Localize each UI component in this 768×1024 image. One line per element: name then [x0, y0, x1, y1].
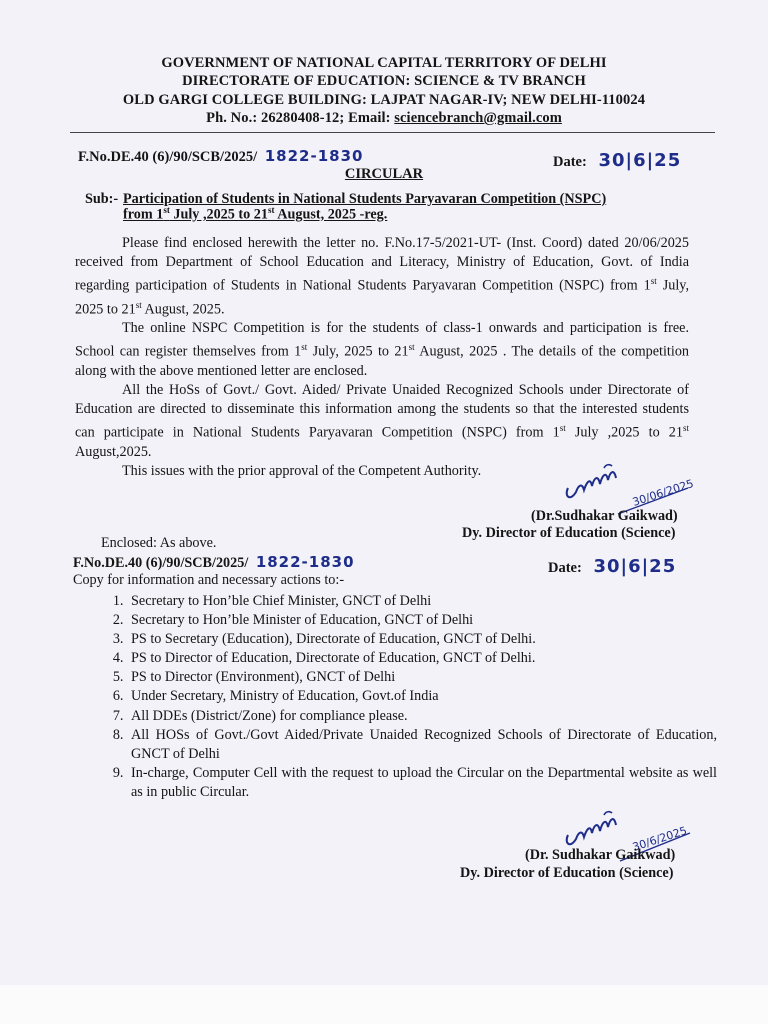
copy-recipients-list — [102, 592, 717, 802]
paragraph-2: The online NSPC Competition is for the students of class-1 onwards and participation is free. School can register themselves from 1st July, 2025 to 21st August, 2025 . The details of the competition along with the above mentioned letter are enclosed. — [75, 320, 690, 380]
list-item: 5. PS to Director (Environment), GNCT of Delhi — [127, 668, 717, 687]
copy-date: Date: 30|6|25 — [548, 556, 677, 577]
header-divider — [70, 132, 715, 133]
header-line-3: OLD GARGI COLLEGE BUILDING: LAJPAT NAGAR-IV; NEW DELHI-110024 — [122, 92, 646, 108]
list-item: 2. Secretary to Hon’ble Minister of Education, GNCT of Delhi — [127, 611, 717, 630]
header-line-2: DIRECTORATE OF EDUCATION: SCIENCE & TV BRANCH — [182, 73, 586, 89]
copy-file-number: F.No.DE.40 (6)/90/SCB/2025/ 1822-1830 — [73, 553, 355, 571]
list-item: 3. PS to Secretary (Education), Directorate of Education, GNCT of Delhi. — [127, 630, 717, 649]
signatory-1-name: (Dr.Sudhakar Gaikwad) — [531, 508, 678, 524]
date-label: Date: — [553, 154, 587, 170]
circular-title: CIRCULAR — [344, 166, 424, 182]
header-line-1: GOVERNMENT OF NATIONAL CAPITAL TERRITORY OF DELHI — [161, 55, 607, 71]
handwritten-dispatch-number: 1822-1830 — [264, 147, 364, 165]
signature-2-date: 30/6/2025 — [630, 824, 689, 854]
copy-intro: Copy for information and necessary actions to:- — [73, 572, 345, 588]
header-contact — [0, 110, 768, 127]
list-item: 4. PS to Director of Education, Directorate of Education, GNCT of Delhi. — [127, 649, 717, 668]
subject-line-2: from 1st July ,2025 to 21st August, 2025 -reg. — [123, 205, 388, 223]
handwritten-date: 30|6|25 — [598, 150, 682, 171]
list-item: 7. All DDEs (District/Zone) for compliance please. — [127, 707, 717, 726]
enclosed-note: Enclosed: As above. — [101, 535, 217, 551]
list-item: 1. Secretary to Hon’ble Chief Minister, GNCT of Delhi — [127, 592, 717, 611]
header-phone: Ph. No.: 26280408-12; Email: — [206, 110, 395, 126]
list-item: 9. In-charge, Computer Cell with the request to upload the Circular on the Departmental website as well as in public Circular. — [127, 764, 717, 802]
subject-line-1: Participation of Students in National Students Paryavaran Competition (NSPC) — [123, 191, 607, 207]
signature-1-date: 30/06/2025 — [630, 476, 696, 509]
paragraph-4: This issues with the prior approval of the Competent Authority. — [122, 462, 482, 479]
signatory-2-title: Dy. Director of Education (Science) — [460, 865, 674, 881]
circular-body — [75, 234, 689, 481]
paragraph-1: Please find enclosed herewith the letter no. F.No.17-5/2021-UT- (Inst. Coord) dated 20/06/2025 received from Department of School Education and Literacy, Ministry of Education, Govt. of India regarding participation of Students in National Students Paryavaran Competition (NSPC) from 1st July, 2025 to 21st August, 2025. — [75, 235, 689, 318]
file-number-text: F.No.DE.40 (6)/90/SCB/2025/ — [78, 149, 258, 165]
copy-handwritten-date: 30|6|25 — [593, 556, 677, 577]
signatory-1-title: Dy. Director of Education (Science) — [462, 525, 676, 541]
header-email: sciencebranch@gmail.com — [394, 110, 562, 126]
file-number — [78, 147, 363, 166]
signatory-2-name: (Dr. Sudhakar Gaikwad) — [525, 847, 676, 863]
paragraph-3: All the HoSs of Govt./ Govt. Aided/ Private Unaided Recognized Schools under Directorate of Education are directed to disseminate this information among the students so that the interested students can participate in National Students Paryavaran Competition (NSPC) from 1st July ,2025 to 21st August,2025. — [75, 382, 689, 460]
list-item: 8. All HOSs of Govt./Govt Aided/Private Unaided Recognized Schools of Directorate of Education, GNCT of Delhi — [127, 726, 717, 764]
list-item: 6. Under Secretary, Ministry of Education, Govt.of India — [127, 687, 717, 706]
copy-handwritten-number: 1822-1830 — [255, 553, 355, 571]
subject-label: Sub:- — [85, 191, 119, 207]
